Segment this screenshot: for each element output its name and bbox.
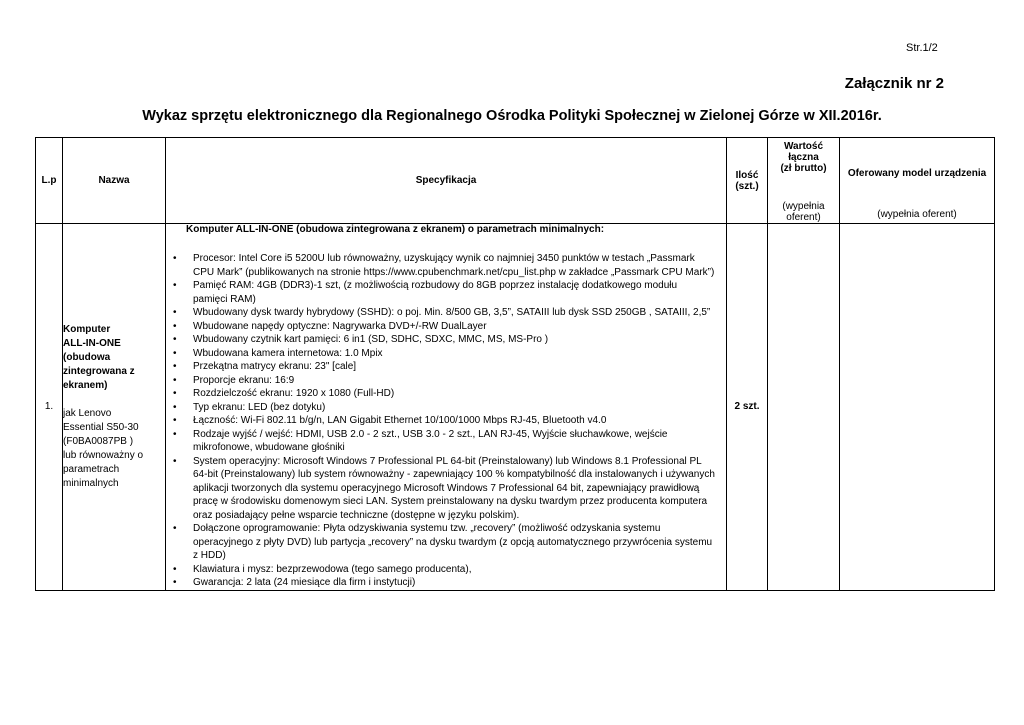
spec-item-line: • Łączność: Wi-Fi 802.11 b/g/n, LAN Gigabit Ethernet 10/100/1000 Mbps RJ-45, Bluetooth v4.0 — [193, 415, 607, 426]
spec-list — [166, 252, 726, 590]
spec-item-line: • Gwarancja: 2 lata (24 miesiące dla firm i instytucji) — [193, 577, 416, 588]
name-line: ALL-IN-ONE — [63, 337, 121, 349]
spec-item-line: • Wbudowany dysk twardy hybrydowy (SSHD): o poj. Min. 8/500 GB, 3,5”, SATAIII lub dysk SSD 250GB , SATAIII, 2,5” — [193, 307, 711, 318]
spec-item — [193, 576, 726, 590]
spec-item-line: 64-bit (Preinstalowany) lub system równoważny - zapewniający 100 % kompatybilność dla instalowanych i używanych — [193, 469, 715, 480]
header-value — [768, 138, 840, 224]
spec-item-line: • Przekątna matrycy ekranu: 23" [cale] — [193, 361, 357, 372]
name-line: ekranem) — [63, 379, 108, 391]
spec-item-line: CPU Mark” (publikowanych na stronie https://www.cpubenchmark.net/cpu_list.php w zakładce „Passmark CPU Mark”) — [193, 266, 715, 278]
spec-item-line: operacyjnego z płyty DVD) lub partycja „recovery” na dysku twardym (z opcją automatycznego przywrócenia systemu — [193, 536, 713, 548]
header-name: Nazwa — [63, 138, 166, 224]
name-note-line: minimalnych — [63, 477, 119, 489]
header-qty — [727, 138, 768, 224]
spec-item-line: • Wbudowany czytnik kart pamięci: 6 in1 (SD, SDHC, SDXC, MMC, MS, MS-Pro ) — [193, 334, 549, 345]
header-qty-line2: (szt.) — [735, 180, 759, 192]
spec-item — [193, 279, 726, 306]
name-line: Komputer — [63, 323, 111, 335]
spec-item — [193, 414, 726, 428]
header-offered-note: (wypełnia oferent) — [877, 208, 957, 220]
spec-item-line: • Proporcje ekranu: 16:9 — [193, 374, 295, 386]
header-value-note2: oferent) — [786, 211, 821, 223]
name-note-line: (F0BA0087PB ) — [63, 435, 134, 447]
name-note-line: lub równoważny o — [63, 449, 144, 461]
spec-item-line: oraz posiadający pełne wsparcie techniczne (dostępne w języku polskim). — [193, 509, 520, 521]
header-lp: L.p — [36, 138, 63, 224]
document-title: Wykaz sprzętu elektronicznego dla Regionalnego Ośrodka Polityki Społecznej w Zielonej Górze w XII.2016r. — [142, 108, 882, 124]
spec-item — [193, 360, 726, 374]
spec-item-line: pamięci RAM) — [193, 293, 256, 305]
row-lp: 1. — [36, 224, 63, 591]
spec-item-line: • Wbudowane napędy optyczne: Nagrywarka DVD+/-RW DualLayer — [193, 320, 487, 332]
row-spec — [166, 224, 727, 591]
spec-item-line: • Wbudowana kamera internetowa: 1.0 Mpix — [193, 347, 383, 359]
spec-item-line: • Pamięć RAM: 4GB (DDR3)-1 szt, (z możliwością rozbudowy do 8GB poprzez instalację dodatkowego modułu — [193, 280, 678, 291]
header-offered-model-label: Oferowany model urządzenia — [847, 167, 987, 179]
spec-item-line: mikrofonowe, wbudowane głośniki — [193, 442, 345, 453]
table-header-row — [36, 138, 995, 224]
spec-item — [193, 387, 726, 401]
header-spec: Specyfikacja — [166, 138, 727, 224]
spec-item — [193, 563, 726, 577]
spec-item-line: • Procesor: Intel Core i5 5200U lub równoważny, uzyskujący wynik co najmniej 3450 punktów w testach „Passmark — [193, 253, 695, 264]
spec-item — [193, 320, 726, 334]
header-qty-line1: Ilość — [735, 169, 759, 181]
spec-item — [193, 252, 726, 279]
spec-item-line: pracę w środowisku domenowym sieci LAN. System preinstalowany na dysku twardym przez producenta komputera — [193, 496, 708, 507]
spec-item — [193, 374, 726, 388]
spec-item-line: • Typ ekranu: LED (bez dotyku) — [193, 401, 326, 413]
header-offered-model — [840, 138, 995, 224]
table-row — [36, 224, 995, 591]
spec-item — [193, 347, 726, 361]
spec-item-line: • Klawiatura i mysz: bezprzewodowa (tego samego producenta), — [193, 563, 472, 575]
header-value-line1: Wartość — [783, 140, 824, 152]
spec-item — [193, 306, 726, 320]
name-line: zintegrowana z — [63, 365, 135, 377]
header-value-line3: (zł brutto) — [780, 162, 827, 174]
spec-item — [193, 401, 726, 415]
row-name-note — [63, 407, 165, 491]
spec-heading: Komputer ALL-IN-ONE (obudowa zintegrowana z ekranem) o parametrach minimalnych: — [186, 224, 605, 235]
header-value-line2: łączna — [788, 151, 819, 163]
page-number: Str.1/2 — [906, 42, 938, 54]
spec-item — [193, 428, 726, 455]
name-note-line: parametrach — [63, 463, 120, 475]
spec-item-line: • Rozdzielczość ekranu: 1920 x 1080 (Full-HD) — [193, 388, 395, 399]
spec-item — [193, 333, 726, 347]
row-name — [63, 224, 166, 591]
name-note-line: Essential S50-30 — [63, 421, 139, 433]
row-qty: 2 szt. — [727, 224, 768, 591]
name-note-line: jak Lenovo — [63, 407, 112, 419]
spec-item-line: z HDD) — [193, 550, 226, 561]
row-name-title — [63, 323, 165, 393]
annex-label: Załącznik nr 2 — [844, 75, 944, 92]
spec-item — [193, 522, 726, 563]
spec-item — [193, 455, 726, 523]
spec-item-line: • Rodzaje wyjść / wejść: HDMI, USB 2.0 - 2 szt., USB 3.0 - 2 szt., LAN RJ-45, Wyjście słuchawkowe, wejście — [193, 428, 668, 440]
row-value-cell[interactable] — [768, 224, 840, 591]
header-value-note1: (wypełnia — [782, 200, 825, 212]
spec-item-line: • System operacyjny: Microsoft Windows 7 Professional PL 64-bit (Preinstalowany) lub Windows 8.1 Professional PL — [193, 455, 702, 467]
name-line: (obudowa — [63, 351, 111, 363]
equipment-table — [35, 137, 995, 591]
row-offered-model-cell[interactable] — [840, 224, 995, 591]
spec-item-line: • Dołączone oprogramowanie: Płyta odzyskiwania systemu tzw. „recovery” (możliwość odzyskania systemu — [193, 523, 661, 534]
spec-item-line: aplikacji tworzonych dla systemu operacyjnego Microsoft Windows 7 Professional 64 bit, zapewniający prawidłową — [193, 482, 700, 494]
